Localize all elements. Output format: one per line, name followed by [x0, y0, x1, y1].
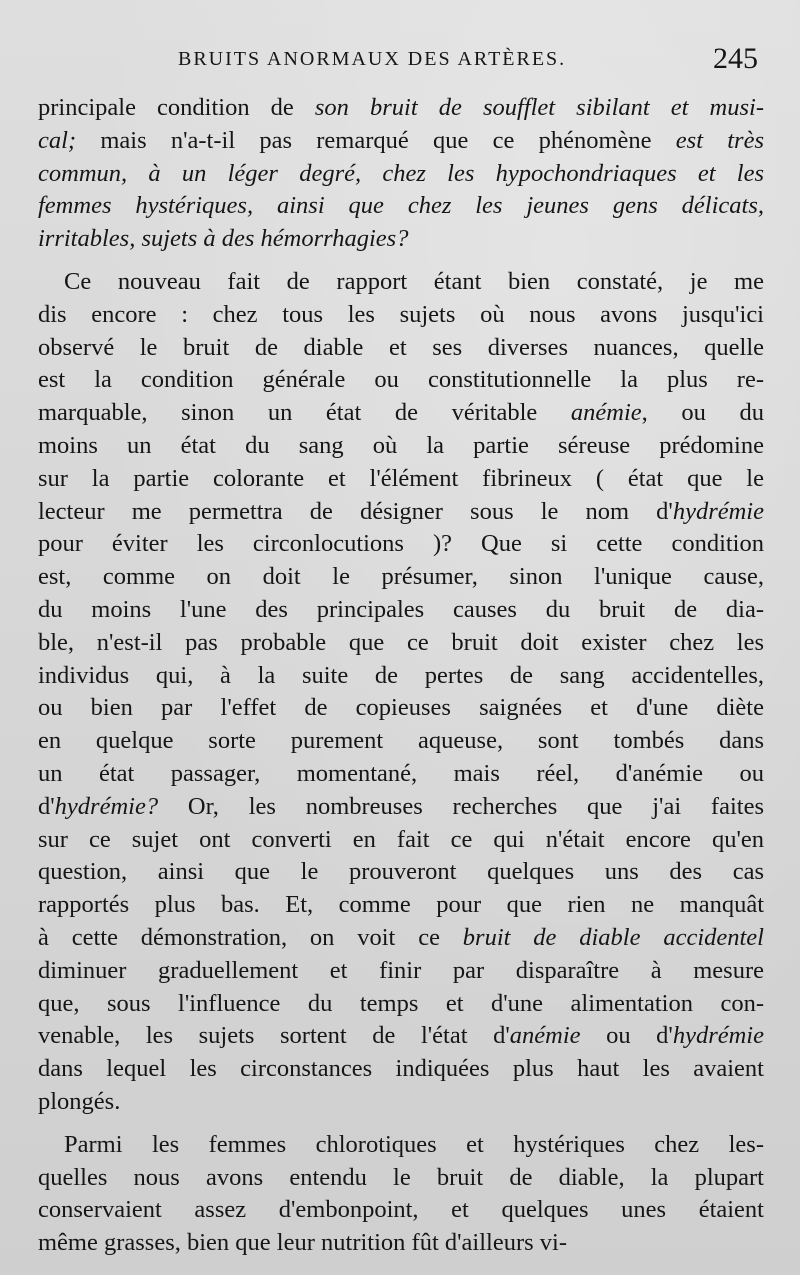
- paragraph: [38, 266, 764, 1119]
- text-line: [38, 397, 764, 430]
- text-run: est, comme on doit le présumer, sinon l'unique cause,: [38, 563, 764, 591]
- text-line: [38, 223, 764, 256]
- text-line: [38, 1086, 764, 1119]
- text-run: ou bien par l'effet de copieuses saignées et d'une diète: [38, 694, 764, 722]
- text-run: Parmi les femmes chlorotiques et hystériques chez les-: [64, 1130, 764, 1158]
- text-run: ble, n'est-il pas probable que ce bruit doit exister chez les: [38, 628, 764, 656]
- text-run: principale condition de: [38, 94, 315, 121]
- text-line: [38, 92, 764, 125]
- text-line: [38, 1129, 764, 1162]
- text-line: [38, 1053, 764, 1086]
- italic-text: commun, à un léger degré, chez les hypochondriaques et les: [38, 159, 764, 187]
- text-line: [38, 332, 764, 365]
- text-line: [38, 856, 764, 889]
- text-run: observé le bruit de diable et ses diverses nuances, quelle: [38, 333, 764, 361]
- text-run: marquable, sinon un état de véritable: [38, 399, 571, 427]
- text-line: [38, 1020, 764, 1053]
- text-line: [38, 594, 764, 627]
- text-run: individus qui, à la suite de pertes de sang accidentelles,: [38, 661, 764, 689]
- text-run: ou d': [580, 1022, 673, 1050]
- text-line: [38, 158, 764, 191]
- text-line: [38, 791, 764, 824]
- text-run: , ou du: [641, 399, 764, 427]
- text-line: [38, 627, 764, 660]
- text-line: [38, 1162, 764, 1195]
- text-run: moins un état du sang où la partie séreuse prédomine: [38, 431, 764, 459]
- running-title: BRUITS ANORMAUX DES ARTÈRES.: [178, 48, 567, 70]
- italic-text: hydrémie: [672, 497, 764, 525]
- text-line: [38, 660, 764, 693]
- text-run: Or, les nombreuses recherches que j'ai faites: [158, 792, 764, 820]
- text-line: [38, 528, 764, 561]
- text-line: [38, 463, 764, 496]
- text-run: dis encore : chez tous les sujets où nous avons jusqu'ici: [38, 300, 764, 328]
- text-line: [38, 758, 764, 791]
- text-line: [38, 299, 764, 332]
- italic-text: cal;: [38, 126, 77, 154]
- text-run: pour éviter les circonlocutions )? Que si cette condition: [38, 530, 764, 558]
- text-run: à cette démonstration, on voit ce: [38, 923, 463, 951]
- italic-text: anémie: [570, 399, 642, 427]
- text-line: [38, 1194, 764, 1227]
- paragraph: [38, 1129, 764, 1260]
- text-line: [38, 496, 764, 529]
- italic-text: hydrémie: [672, 1022, 764, 1050]
- text-line: [38, 988, 764, 1021]
- running-header: [38, 42, 764, 92]
- text-line: [38, 266, 764, 299]
- text-line: [38, 430, 764, 463]
- text-line: [38, 955, 764, 988]
- italic-text: hydrémie?: [54, 792, 159, 820]
- text-run: en quelque sorte purement aqueuse, sont tombés dans: [38, 727, 764, 755]
- text-line: [38, 922, 764, 955]
- text-run: rapportés plus bas. Et, comme pour que rien ne manquât: [38, 891, 764, 919]
- text-run: lecteur me permettra de désigner sous le nom d': [38, 497, 673, 525]
- text-line: [38, 364, 764, 397]
- italic-text: anémie: [509, 1022, 581, 1050]
- italic-text: femmes hystériques, ainsi que chez les jeunes gens délicats,: [38, 192, 764, 220]
- italic-text: bruit de diable accidentel: [462, 923, 764, 951]
- text-run: conservaient assez d'embonpoint, et quelques unes étaient: [38, 1196, 764, 1224]
- italic-text: irritables, sujets à des hémorrhagies?: [38, 225, 409, 253]
- text-run: est la condition générale ou constitutionnelle la plus re-: [38, 366, 764, 394]
- italic-text: est très: [675, 126, 765, 154]
- body-text: [38, 92, 764, 1260]
- text-line: [38, 692, 764, 725]
- text-run: du moins l'une des principales causes du bruit de dia-: [38, 595, 764, 623]
- text-line: [38, 889, 764, 922]
- text-run: mais n'a-t-il pas remarqué que ce phénomène: [76, 126, 676, 154]
- text-run: que, sous l'influence du temps et d'une alimentation con-: [38, 989, 764, 1017]
- text-run: un état passager, momentané, mais réel, d'anémie ou: [38, 759, 764, 787]
- text-run: dans lequel les circonstances indiquées plus haut les avaient: [38, 1055, 764, 1083]
- text-run: sur ce sujet ont converti en fait ce qui n'était encore qu'en: [38, 825, 764, 853]
- text-run: d': [38, 792, 55, 820]
- text-line: [38, 824, 764, 857]
- text-run: même grasses, bien que leur nutrition fût d'ailleurs vi-: [38, 1229, 567, 1257]
- text-run: quelles nous avons entendu le bruit de diable, la plupart: [38, 1163, 764, 1191]
- text-run: Ce nouveau fait de rapport étant bien constaté, je me: [64, 267, 764, 295]
- text-run: plongés.: [38, 1087, 121, 1115]
- text-run: sur la partie colorante et l'élément fibrineux ( état que le: [38, 464, 764, 492]
- text-run: question, ainsi que le prouveront quelques uns des cas: [38, 858, 764, 886]
- paragraph: [38, 92, 764, 256]
- text-line: [38, 125, 764, 158]
- text-line: [38, 1227, 764, 1260]
- text-line: [38, 190, 764, 223]
- text-run: diminuer graduellement et finir par disparaître à mesure: [38, 956, 764, 984]
- text-line: [38, 561, 764, 594]
- italic-text: son bruit de soufflet sibilant et musi-: [314, 94, 764, 121]
- page-number: 245: [713, 42, 758, 75]
- text-line: [38, 725, 764, 758]
- text-run: venable, les sujets sortent de l'état d': [38, 1022, 510, 1050]
